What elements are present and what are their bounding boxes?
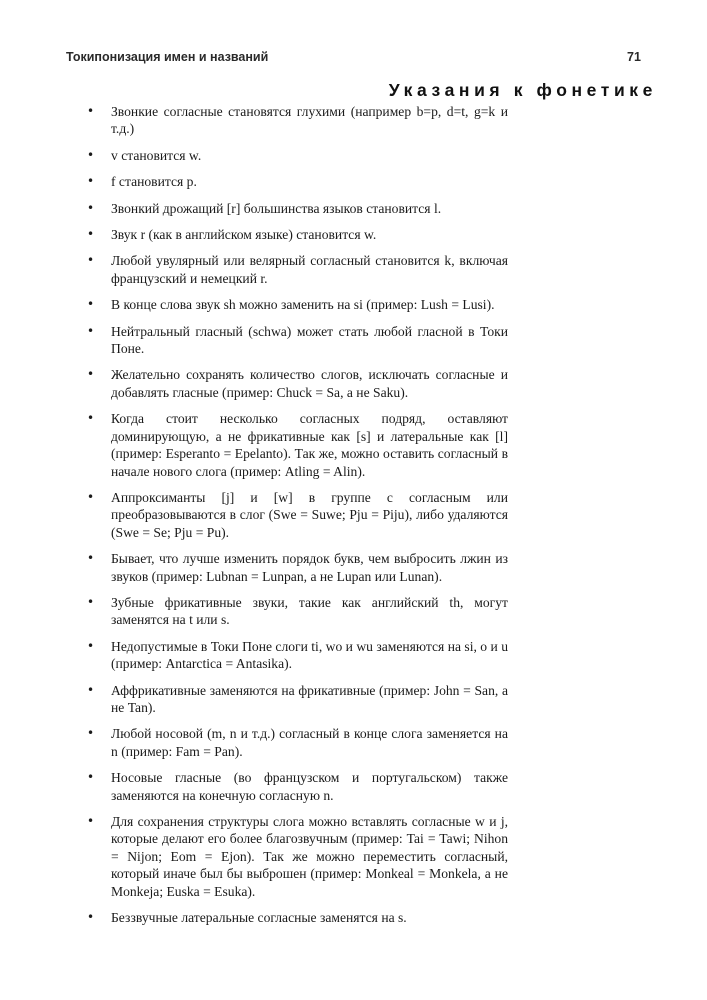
bullet-icon: • — [87, 411, 95, 426]
bullet-icon: • — [87, 770, 95, 785]
list-item-text: Бывает, что лучше изменить порядок букв, чем выбросить лжин из звуков (пример: Lubnan = Lunpan, а не Lupan или Lunan). — [111, 551, 508, 584]
bullet-icon: • — [87, 682, 95, 697]
list-item — [84, 366, 508, 401]
list-item — [84, 252, 508, 287]
bullet-icon: • — [87, 814, 95, 828]
section-heading: Указания к фонетике — [388, 80, 657, 100]
list-item-text: Звук r (как в английском языке) становится w. — [111, 227, 377, 243]
bullet-icon: • — [87, 367, 95, 382]
bullet-icon: • — [87, 910, 95, 925]
list-item-text: Любой увулярный или велярный согласный становится k, включая французский и немецкий r. — [111, 253, 508, 286]
running-title: Токипонизация имен и названий — [66, 50, 269, 64]
list-item-text: Аппроксиманты [j] и [w] в группе с согласным или преобразовываются в слог (Swe = Suwe; Pju = Piju), либо удаляются (Swe = Se; Pju = Pu). — [111, 489, 508, 540]
list-item-text: Нейтральный гласный (schwa) может стать любой гласной в Токи Поне. — [111, 323, 508, 357]
list-item-text: Любой носовой (m, n и т.д.) согласный в конце слога заменяется на n (пример: Fam = Pan). — [111, 726, 508, 759]
list-item — [84, 550, 508, 585]
list-item — [84, 769, 508, 804]
list-item-text: Желательно сохранять количество слогов, исключать согласные и добавлять гласные (пример: Chuck = Sa, а не Saku). — [111, 367, 508, 400]
list-item — [84, 410, 508, 480]
bullet-icon: • — [87, 200, 95, 215]
phonetics-bullet-list — [84, 103, 508, 935]
list-item-text: Аффрикативные заменяются на фрикативные (пример: John = San, а не Tan). — [111, 682, 508, 715]
list-item-text: Зубные фрикативные звуки, такие как английский th, могут заменятся на t или s. — [111, 594, 508, 628]
bullet-icon: • — [87, 726, 95, 741]
list-item-text: Для сохранения структуры слога можно вставлять согласные w и j, которые делают его более благозвучным (пример: Tai = Tawi; Nihon = Nijon; Eom = Ejon). Так же можно переместить согласный, который иначе был бы выброшен (пример: Monkeal = Monkela, а не Monkeja; Euska = Esuka). — [111, 814, 508, 899]
list-item — [84, 725, 508, 760]
bullet-icon: • — [87, 147, 95, 162]
bullet-icon: • — [87, 253, 95, 268]
list-item — [84, 173, 508, 190]
list-item — [84, 909, 508, 926]
bullet-icon: • — [87, 174, 95, 189]
list-item-text: Когда стоит несколько согласных подряд, оставляют доминирующую, а не фрикативные как [s] и латеральные как [l] (пример: Esperanto = Epelanto). Так же, можно оставить согласный в начале нового слога (пример: Atling = Alin). — [111, 411, 508, 479]
list-item-text: Звонкий дрожащий [r] большинства языков становится l. — [111, 200, 442, 216]
list-item — [84, 226, 508, 243]
bullet-icon: • — [87, 489, 95, 504]
bullet-icon: • — [87, 323, 95, 338]
list-item-text: Недопустимые в Токи Поне слоги ti, wo и wu заменяются на si, o и u (пример: Antarctica = Antasika). — [111, 638, 508, 672]
list-item — [84, 147, 508, 164]
bullet-icon: • — [87, 551, 95, 566]
list-item — [84, 638, 508, 673]
list-item — [84, 200, 508, 217]
list-item — [84, 489, 508, 541]
bullet-icon: • — [87, 594, 95, 609]
list-item — [84, 594, 508, 629]
list-item — [84, 296, 508, 313]
list-item-text: v становится w. — [111, 147, 202, 163]
bullet-icon: • — [87, 227, 95, 242]
list-item-text: Носовые гласные (во французском и португальском) также заменяются на конечную согласную n. — [111, 770, 508, 803]
list-item-text: f становится p. — [111, 174, 197, 190]
list-item — [84, 682, 508, 717]
page-number: 71 — [627, 50, 641, 64]
list-item — [84, 813, 508, 900]
list-item — [84, 323, 508, 358]
list-item-text: В конце слова звук sh можно заменить на si (пример: Lush = Lusi). — [111, 297, 495, 313]
list-item-text: Звонкие согласные становятся глухими (например b=p, d=t, g=k и т.д.) — [111, 104, 508, 137]
bullet-icon: • — [87, 638, 95, 653]
bullet-icon: • — [87, 104, 95, 118]
list-item-text: Беззвучные латеральные согласные заменятся на s. — [111, 910, 407, 926]
bullet-icon: • — [87, 297, 95, 312]
list-item — [84, 103, 508, 138]
